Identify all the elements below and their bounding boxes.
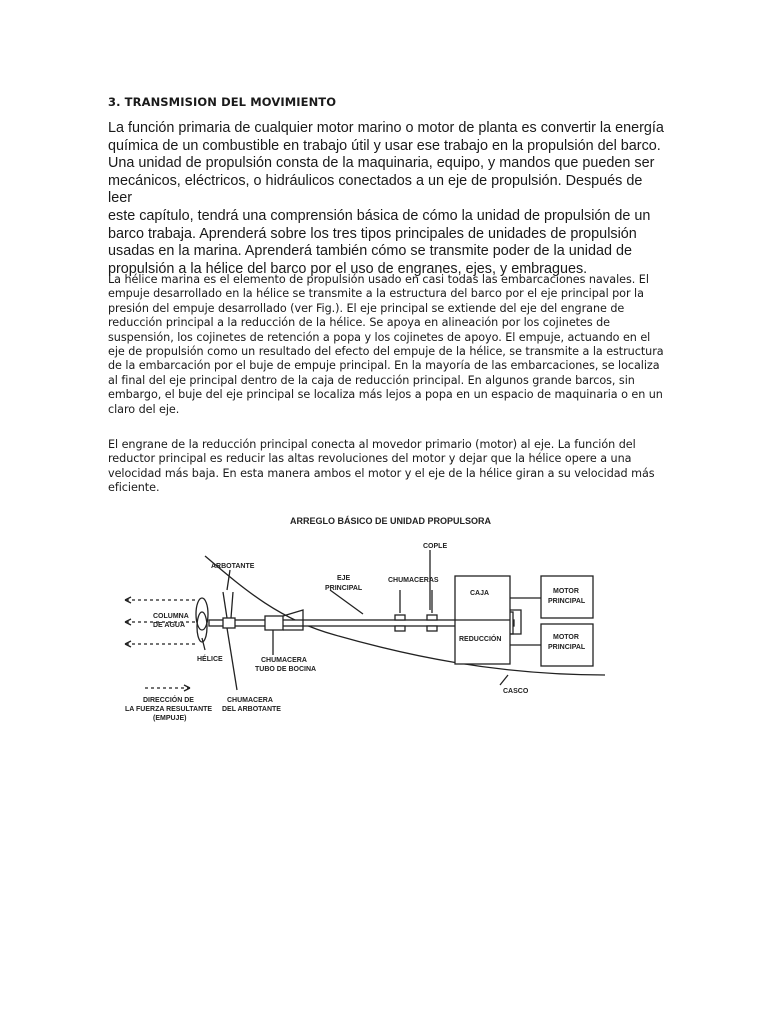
intro-line: mecánicos, eléctricos, o hidráulicos conectados a un eje de propulsión. Después de leer [108, 172, 643, 207]
paragraph-line: claro del eje. [108, 402, 180, 416]
paragraph-line: presión del empuje desarrollado (ver Fig.). El eje principal se extiende del eje del engrane de [108, 301, 625, 315]
paragraph-line: eje de propulsión como un resultado del efecto del empuje de la hélice, se transmite a la estructura [108, 345, 664, 359]
leader-line [227, 628, 237, 690]
paragraph-line: suspensión, los cojinetes de retención a popa y los cojinetes de apoyo. El empuje, actuando en el [108, 330, 651, 344]
leader-line [400, 590, 432, 613]
main-motor-box [541, 576, 593, 618]
intro-line: este capítulo, tendrá una comprensión básica de cómo la unidad de propulsión de un [108, 207, 651, 224]
label-de-agua: DE AGUA [153, 622, 186, 629]
label-tubo-bocina: TUBO DE BOCINA [255, 666, 317, 673]
label-cople: COPLE [423, 543, 448, 550]
strut-shape [223, 592, 233, 618]
stern-tube-bearing [265, 616, 283, 630]
label-reduccion: REDUCCIÓN [459, 636, 502, 643]
intro-line: propulsión a la hélice del barco por el uso de engranes, ejes, y embragues. [108, 260, 588, 277]
paragraph-line: El engrane de la reducción principal conecta al movedor primario (motor) al eje. La función del [108, 438, 636, 451]
line-bearing [427, 626, 437, 631]
label-motor: MOTOR [553, 634, 579, 641]
intro-paragraph [108, 120, 668, 278]
label-chumacera: CHUMACERA [261, 657, 307, 664]
intro-line: Una unidad de propulsión consta de la maquinaria, equipo, y mandos que pueden ser [108, 155, 655, 172]
label-del-arbotante: DEL ARBOTANTE [222, 706, 281, 713]
label-caja: CAJA [470, 590, 490, 597]
label-arbotante: ARBOTANTE [211, 563, 255, 570]
paragraph-line: velocidad más baja. En esta manera ambos el motor y el eje de la hélice giran a su velocidad más [108, 466, 655, 480]
intro-line: barco trabaja. Aprenderá sobre los tres tipos principales de unidades de propulsión [108, 225, 637, 242]
label-fuerza: LA FUERZA RESULTANTE [125, 706, 213, 713]
strut-bearing [223, 618, 235, 628]
paragraph-line: empuje desarrollado en la hélice se transmite a la estructura del barco por el eje principal por la [108, 287, 644, 301]
diagram-title: ARREGLO BÁSICO DE UNIDAD PROPULSORA [290, 516, 492, 526]
label-chumaceras: CHUMACERAS [388, 577, 439, 584]
label-motor-principal: PRINCIPAL [548, 598, 586, 605]
paragraph-line: La hélice marina es el elemento de propulsión usado en casi todas las embarcaciones navales. El [108, 273, 649, 286]
paragraph-line: reducción principal a la reducción de la hélice. Se apoya en alineación por los cojinetes de [108, 316, 610, 330]
line-bearing [395, 615, 405, 620]
propeller-paragraph [108, 273, 666, 417]
label-motor-principal: PRINCIPAL [548, 644, 586, 651]
paragraph-line: embargo, el buje del eje principal se localiza más lejos a popa en un espacio de maquinaria o en un [108, 388, 663, 402]
label-empuje: (EMPUJE) [153, 715, 187, 722]
label-direccion: DIRECCIÓN DE [143, 697, 194, 704]
reduction-gear-paragraph [108, 438, 666, 496]
leader-line [330, 590, 363, 614]
label-casco: CASCO [503, 688, 529, 695]
paragraph-line: al final del eje principal dentro de la caja de reducción principal. En algunos grande barcos, sin [108, 373, 635, 387]
label-chumacera-arbotante: CHUMACERA [227, 697, 273, 704]
section-heading: 3. TRANSMISION DEL MOVIMIENTO [108, 95, 337, 109]
label-principal: PRINCIPAL [325, 585, 363, 592]
intro-line: La función primaria de cualquier motor marino o motor de planta es convertir la energía [108, 120, 664, 136]
paragraph-line: eficiente. [108, 481, 160, 495]
label-eje: EJE [337, 575, 351, 582]
paragraph-line: de la embarcación por el buje de empuje principal. En la mayoría de las embarcaciones, se localiza [108, 359, 660, 373]
line-bearing [427, 615, 437, 620]
leader-line [500, 675, 508, 685]
leader-line [227, 570, 230, 590]
intro-line: química de un combustible en trabajo útil y usar ese trabajo en la propulsión del barco. [108, 137, 661, 154]
propulsion-diagram [105, 510, 615, 730]
line-bearing [395, 626, 405, 631]
label-columna: COLUMNA [153, 613, 189, 620]
propeller-blade [196, 598, 208, 630]
intro-line: usadas en la marina. Aprenderá también cómo se transmite poder de la unidad de [108, 243, 632, 260]
paragraph-line: reductor principal es reducir las altas revoluciones del motor y dejar que la hélice opere a una [108, 452, 632, 466]
motor-link [510, 598, 541, 645]
label-motor: MOTOR [553, 588, 579, 595]
label-helice: HÉLICE [197, 656, 223, 663]
